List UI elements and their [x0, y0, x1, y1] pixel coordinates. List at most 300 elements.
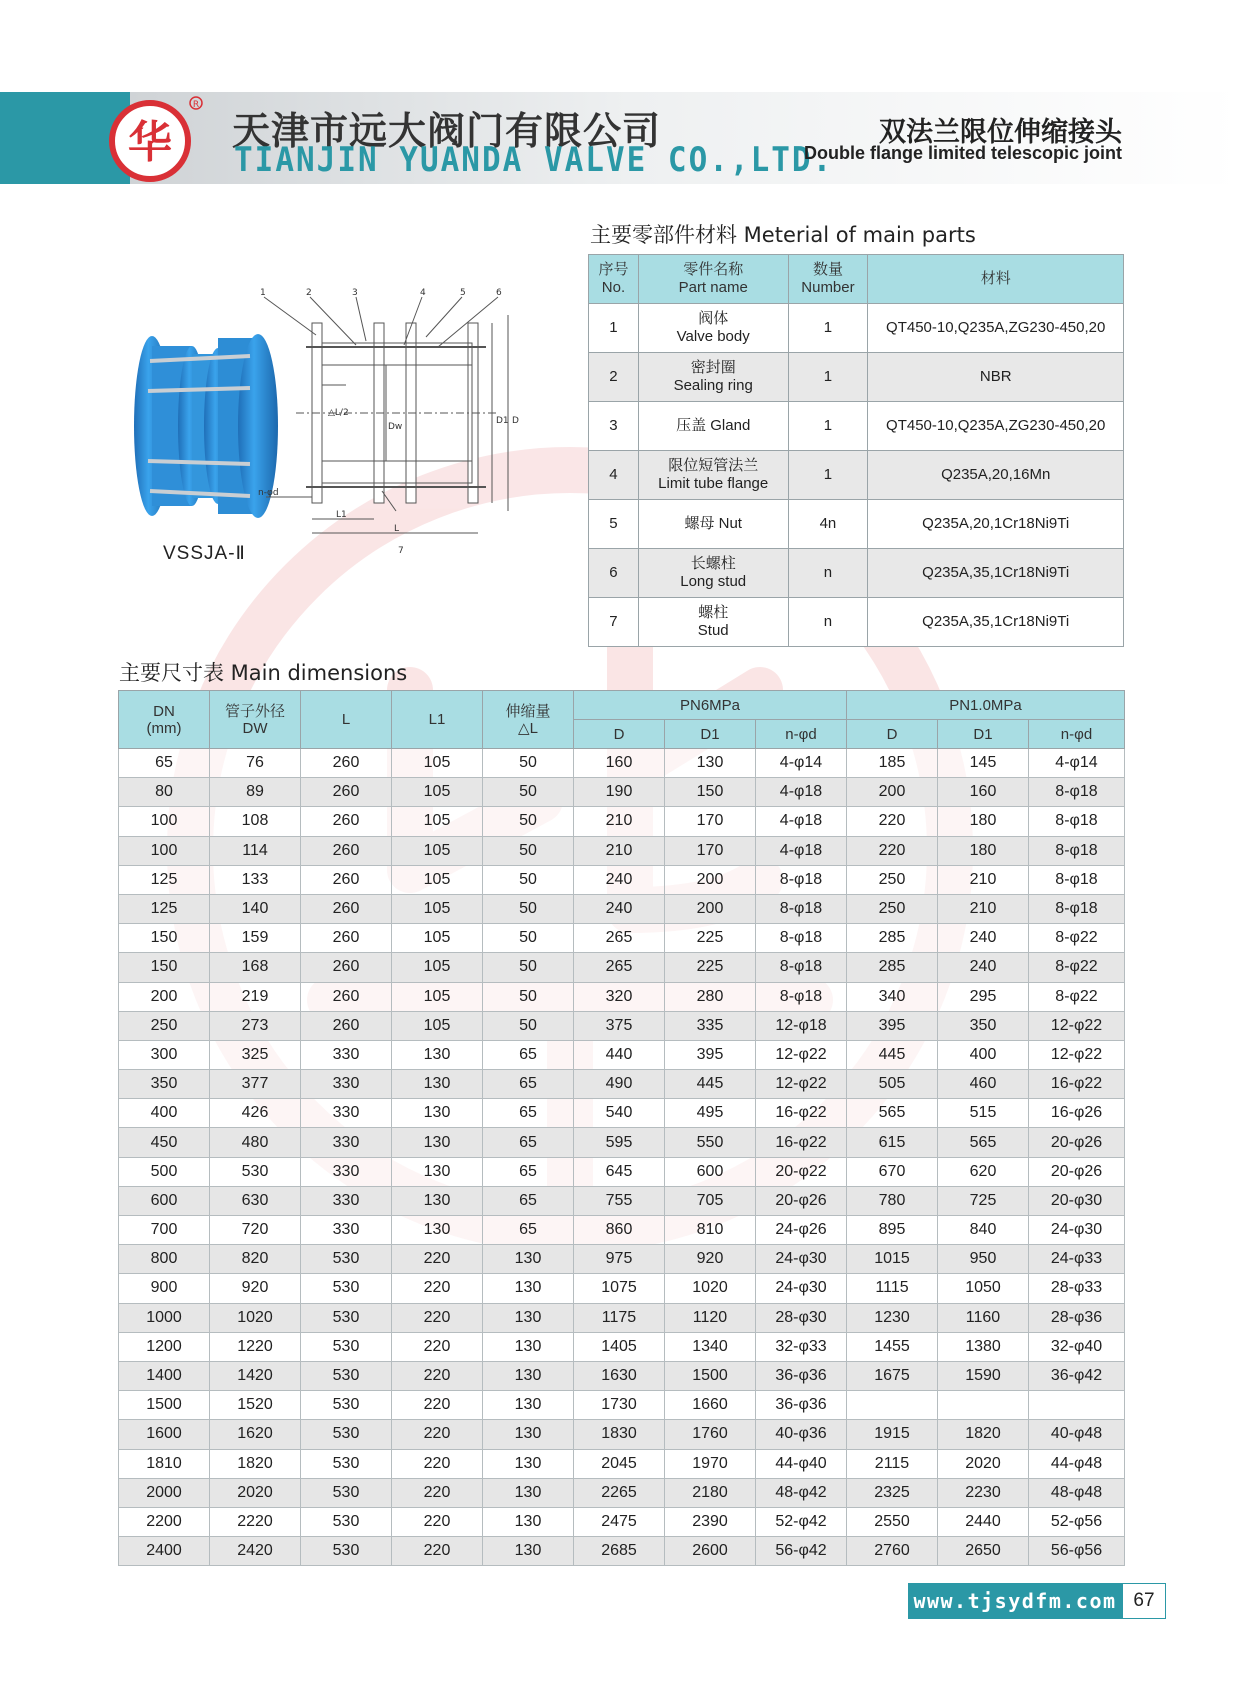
dims-cell-pn6-nphid: 44-φ40	[756, 1449, 847, 1478]
dims-cell-pn6-nphid: 52-φ42	[756, 1507, 847, 1536]
dims-cell-pn10-nphid: 16-φ26	[1029, 1099, 1125, 1128]
dims-cell-pn10-d: 1115	[847, 1274, 938, 1303]
dims-cell-pn10-d1: 1160	[938, 1303, 1029, 1332]
dims-cell-dn: 2400	[119, 1537, 210, 1566]
dims-cell-dn: 300	[119, 1040, 210, 1069]
dims-cell-l1: 105	[392, 982, 483, 1011]
parts-cell-no: 6	[589, 549, 639, 598]
dims-cell-dl: 130	[483, 1537, 574, 1566]
dims-cell-pn10-d1: 2230	[938, 1478, 1029, 1507]
dims-row	[119, 1420, 1125, 1449]
dims-cell-pn6-d1: 705	[665, 1186, 756, 1215]
dims-cell-pn10-d1: 725	[938, 1186, 1029, 1215]
dims-cell-pn10-d1: 840	[938, 1216, 1029, 1245]
dims-subheader-nphid-pn6: n-φd	[756, 720, 847, 749]
dims-cell-dn: 1600	[119, 1420, 210, 1449]
dims-cell-pn6-nphid: 12-φ22	[756, 1040, 847, 1069]
dims-row	[119, 1449, 1125, 1478]
dims-row	[119, 1478, 1125, 1507]
dims-cell-dl: 130	[483, 1449, 574, 1478]
dims-cell-l1: 105	[392, 924, 483, 953]
dims-cell-pn6-nphid: 8-φ18	[756, 953, 847, 982]
dims-cell-pn6-nphid: 32-φ33	[756, 1332, 847, 1361]
dims-cell-dn: 2000	[119, 1478, 210, 1507]
dims-cell-dw: 76	[210, 749, 301, 778]
dims-cell-pn6-d1: 395	[665, 1040, 756, 1069]
dims-cell-pn10-d: 565	[847, 1099, 938, 1128]
dims-cell-pn6-d1: 225	[665, 953, 756, 982]
dims-cell-l: 330	[301, 1040, 392, 1069]
dims-cell-pn6-d: 2045	[574, 1449, 665, 1478]
parts-cell-no: 3	[589, 402, 639, 451]
dims-header-dn: DN (mm)	[119, 691, 210, 749]
page-number: 67	[1122, 1583, 1166, 1619]
dims-subheader-d-pn10: D	[847, 720, 938, 749]
callout-7: 7	[398, 546, 404, 556]
label-dw: Dw	[388, 422, 403, 432]
dims-cell-pn6-nphid: 4-φ18	[756, 807, 847, 836]
dims-cell-dl: 50	[483, 894, 574, 923]
dims-cell-pn6-d: 440	[574, 1040, 665, 1069]
parts-row	[589, 402, 1124, 451]
dims-cell-pn6-d: 190	[574, 778, 665, 807]
dims-cell-pn6-nphid: 16-φ22	[756, 1128, 847, 1157]
dims-cell-dn: 65	[119, 749, 210, 778]
parts-cell-no: 7	[589, 598, 639, 647]
dims-cell-l: 260	[301, 982, 392, 1011]
dims-cell-pn6-nphid: 8-φ18	[756, 894, 847, 923]
dims-cell-dw: 219	[210, 982, 301, 1011]
dims-cell-l1: 220	[392, 1332, 483, 1361]
model-label: VSSJA-Ⅱ	[163, 543, 246, 564]
dims-cell-dl: 130	[483, 1361, 574, 1390]
dims-cell-pn10-d1: 1590	[938, 1361, 1029, 1390]
logo-char: 华	[128, 117, 172, 168]
dims-cell-l1: 105	[392, 778, 483, 807]
dims-cell-dl: 130	[483, 1245, 574, 1274]
parts-cell-name: 螺母 Nut	[638, 500, 788, 549]
dims-cell-l: 260	[301, 865, 392, 894]
dims-cell-pn6-d1: 1500	[665, 1361, 756, 1390]
dims-cell-dw: 377	[210, 1070, 301, 1099]
dims-cell-dw: 140	[210, 894, 301, 923]
dims-cell-l1: 130	[392, 1128, 483, 1157]
dims-cell-pn10-nphid: 20-φ26	[1029, 1128, 1125, 1157]
company-logo	[104, 94, 210, 184]
dims-cell-pn10-d: 250	[847, 894, 938, 923]
parts-cell-number: 1	[788, 402, 868, 451]
dims-cell-pn6-d: 265	[574, 924, 665, 953]
dims-cell-dn: 400	[119, 1099, 210, 1128]
dims-cell-l1: 220	[392, 1420, 483, 1449]
dims-cell-pn10-nphid: 8-φ22	[1029, 982, 1125, 1011]
dims-cell-pn6-d: 540	[574, 1099, 665, 1128]
dims-cell-dl: 50	[483, 1011, 574, 1040]
dims-row	[119, 749, 1125, 778]
dims-cell-dn: 800	[119, 1245, 210, 1274]
parts-cell-name: 长螺柱 Long stud	[638, 549, 788, 598]
dims-cell-pn6-nphid: 8-φ18	[756, 865, 847, 894]
dims-cell-pn10-d1: 350	[938, 1011, 1029, 1040]
dims-cell-dw: 820	[210, 1245, 301, 1274]
callout-2: 2	[306, 288, 312, 298]
dims-cell-pn6-d1: 200	[665, 894, 756, 923]
dims-cell-l: 330	[301, 1157, 392, 1186]
dims-cell-dn: 1400	[119, 1361, 210, 1390]
callout-3: 3	[352, 288, 358, 298]
dims-cell-l: 330	[301, 1186, 392, 1215]
dims-cell-dl: 130	[483, 1274, 574, 1303]
dims-cell-pn10-nphid: 12-φ22	[1029, 1040, 1125, 1069]
dims-cell-pn10-nphid: 32-φ40	[1029, 1332, 1125, 1361]
dims-cell-pn6-d: 490	[574, 1070, 665, 1099]
dims-cell-dn: 1200	[119, 1332, 210, 1361]
dims-cell-pn6-d1: 445	[665, 1070, 756, 1099]
dims-cell-pn10-d1: 210	[938, 865, 1029, 894]
dims-cell-pn10-d1: 1050	[938, 1274, 1029, 1303]
dims-cell-pn10-d1: 950	[938, 1245, 1029, 1274]
dims-row	[119, 1332, 1125, 1361]
dims-cell-pn10-nphid: 52-φ56	[1029, 1507, 1125, 1536]
dims-cell-pn10-nphid: 8-φ18	[1029, 894, 1125, 923]
dims-cell-pn6-nphid: 8-φ18	[756, 982, 847, 1011]
dims-cell-dl: 130	[483, 1420, 574, 1449]
website-url[interactable]: www.tjsydfm.com	[908, 1583, 1122, 1619]
dims-cell-pn10-d: 285	[847, 953, 938, 982]
dims-cell-pn6-nphid: 24-φ26	[756, 1216, 847, 1245]
dims-cell-l1: 130	[392, 1099, 483, 1128]
dims-cell-pn6-d1: 550	[665, 1128, 756, 1157]
dims-cell-pn10-d: 220	[847, 836, 938, 865]
dims-cell-pn6-nphid: 36-φ36	[756, 1391, 847, 1420]
dims-cell-pn10-d1: 210	[938, 894, 1029, 923]
parts-cell-material: Q235A,35,1Cr18Ni9Ti	[868, 549, 1124, 598]
dims-cell-pn10-nphid: 20-φ30	[1029, 1186, 1125, 1215]
dims-cell-pn10-d: 1675	[847, 1361, 938, 1390]
dims-cell-dl: 130	[483, 1507, 574, 1536]
dims-cell-l1: 220	[392, 1303, 483, 1332]
dims-cell-pn6-d1: 335	[665, 1011, 756, 1040]
label-d: D	[512, 416, 519, 426]
dims-cell-pn6-d1: 2600	[665, 1537, 756, 1566]
dims-cell-l1: 105	[392, 865, 483, 894]
dims-cell-pn6-d1: 495	[665, 1099, 756, 1128]
dims-cell-dl: 65	[483, 1128, 574, 1157]
dims-cell-l: 330	[301, 1070, 392, 1099]
company-name-en: TIANJIN YUANDA VALVE CO.,LTD.	[234, 140, 834, 180]
dims-cell-dl: 130	[483, 1303, 574, 1332]
dims-cell-l: 260	[301, 953, 392, 982]
dims-cell-l1: 220	[392, 1507, 483, 1536]
dims-cell-pn6-d1: 170	[665, 807, 756, 836]
dims-cell-pn10-nphid: 48-φ48	[1029, 1478, 1125, 1507]
dims-section-title: 主要尺寸表 Main dimensions	[119, 661, 408, 685]
dims-cell-dn: 700	[119, 1216, 210, 1245]
dims-cell-l1: 105	[392, 953, 483, 982]
parts-cell-name: 阀体 Valve body	[638, 304, 788, 353]
dims-cell-pn10-d: 200	[847, 778, 938, 807]
dims-cell-dl: 50	[483, 836, 574, 865]
parts-cell-no: 5	[589, 500, 639, 549]
dims-cell-l: 530	[301, 1245, 392, 1274]
dims-cell-dw: 1620	[210, 1420, 301, 1449]
parts-cell-material: Q235A,20,1Cr18Ni9Ti	[868, 500, 1124, 549]
dims-cell-dn: 150	[119, 953, 210, 982]
dims-cell-dn: 450	[119, 1128, 210, 1157]
dims-cell-dn: 900	[119, 1274, 210, 1303]
dims-cell-dw: 89	[210, 778, 301, 807]
dims-header-pn10: PN1.0MPa	[847, 691, 1125, 720]
dims-cell-l: 330	[301, 1128, 392, 1157]
dims-cell-pn6-d: 2685	[574, 1537, 665, 1566]
dims-row	[119, 836, 1125, 865]
dims-cell-pn10-d: 250	[847, 865, 938, 894]
dims-cell-pn10-nphid: 12-φ22	[1029, 1011, 1125, 1040]
dims-cell-dn: 200	[119, 982, 210, 1011]
dims-cell-l1: 105	[392, 807, 483, 836]
dims-row	[119, 924, 1125, 953]
parts-cell-number: 1	[788, 353, 868, 402]
dims-row	[119, 1245, 1125, 1274]
dims-cell-pn10-d: 285	[847, 924, 938, 953]
dims-row	[119, 1099, 1125, 1128]
dims-cell-dn: 600	[119, 1186, 210, 1215]
dims-cell-pn6-nphid: 24-φ30	[756, 1274, 847, 1303]
dims-cell-l: 330	[301, 1216, 392, 1245]
dims-cell-pn10-d: 895	[847, 1216, 938, 1245]
dims-cell-pn10-d	[847, 1391, 938, 1420]
label-d1: D1	[496, 416, 509, 426]
parts-cell-material: Q235A,35,1Cr18Ni9Ti	[868, 598, 1124, 647]
dims-cell-dw: 273	[210, 1011, 301, 1040]
dims-cell-pn6-d1: 2180	[665, 1478, 756, 1507]
parts-cell-name: 密封圈 Sealing ring	[638, 353, 788, 402]
parts-cell-name: 压盖 Gland	[638, 402, 788, 451]
dims-cell-pn10-nphid: 8-φ18	[1029, 807, 1125, 836]
parts-row	[589, 304, 1124, 353]
dims-cell-pn10-nphid: 24-φ30	[1029, 1216, 1125, 1245]
dims-cell-pn6-d: 160	[574, 749, 665, 778]
dims-cell-pn6-nphid: 56-φ42	[756, 1537, 847, 1566]
dims-cell-pn10-nphid: 4-φ14	[1029, 749, 1125, 778]
dims-cell-dl: 130	[483, 1332, 574, 1361]
dims-cell-l: 260	[301, 749, 392, 778]
dims-cell-pn10-d1: 180	[938, 807, 1029, 836]
dims-cell-pn10-nphid: 8-φ18	[1029, 865, 1125, 894]
dims-cell-dn: 2200	[119, 1507, 210, 1536]
dims-cell-dw: 114	[210, 836, 301, 865]
dims-row	[119, 894, 1125, 923]
dims-cell-l1: 130	[392, 1040, 483, 1069]
dims-cell-l1: 220	[392, 1449, 483, 1478]
dims-cell-dw: 2020	[210, 1478, 301, 1507]
dims-cell-dw: 1220	[210, 1332, 301, 1361]
dims-cell-l: 260	[301, 836, 392, 865]
dims-cell-pn10-d1: 460	[938, 1070, 1029, 1099]
dims-cell-dn: 500	[119, 1157, 210, 1186]
callout-6: 6	[496, 288, 502, 298]
parts-cell-number: 1	[788, 451, 868, 500]
dims-cell-dn: 125	[119, 865, 210, 894]
dims-cell-pn6-d1: 1340	[665, 1332, 756, 1361]
dims-header-dl: 伸缩量 △L	[483, 691, 574, 749]
dims-cell-pn10-nphid: 8-φ22	[1029, 953, 1125, 982]
dims-cell-l1: 105	[392, 836, 483, 865]
company-name-cn: 天津市远大阀门有限公司	[232, 109, 662, 153]
label-l1: L1	[336, 510, 347, 520]
dims-cell-pn10-d1: 240	[938, 953, 1029, 982]
dims-cell-dl: 65	[483, 1099, 574, 1128]
dims-subheader-d-pn6: D	[574, 720, 665, 749]
dims-subheader-d1-pn6: D1	[665, 720, 756, 749]
dims-cell-pn6-d: 595	[574, 1128, 665, 1157]
dims-cell-dl: 50	[483, 778, 574, 807]
parts-header-name: 零件名称 Part name	[638, 255, 788, 304]
dims-row	[119, 778, 1125, 807]
dims-cell-pn10-d: 445	[847, 1040, 938, 1069]
dims-cell-l: 530	[301, 1361, 392, 1390]
dims-cell-pn10-d1: 180	[938, 836, 1029, 865]
dims-cell-pn10-nphid: 40-φ48	[1029, 1420, 1125, 1449]
parts-cell-number: n	[788, 598, 868, 647]
dims-row	[119, 1507, 1125, 1536]
dims-cell-dn: 1810	[119, 1449, 210, 1478]
dims-cell-pn10-d1: 620	[938, 1157, 1029, 1186]
parts-row	[589, 598, 1124, 647]
dims-cell-pn6-d: 1405	[574, 1332, 665, 1361]
dims-cell-pn10-nphid: 20-φ26	[1029, 1157, 1125, 1186]
dims-cell-dl: 65	[483, 1157, 574, 1186]
dims-cell-pn6-nphid: 24-φ30	[756, 1245, 847, 1274]
dims-cell-pn6-d1: 1120	[665, 1303, 756, 1332]
dims-row	[119, 1274, 1125, 1303]
dims-row	[119, 1391, 1125, 1420]
dims-cell-pn6-d: 1830	[574, 1420, 665, 1449]
dims-cell-dn: 80	[119, 778, 210, 807]
dims-cell-pn10-d1: 295	[938, 982, 1029, 1011]
dims-cell-dl: 65	[483, 1040, 574, 1069]
dims-cell-l: 530	[301, 1507, 392, 1536]
dims-cell-dl: 65	[483, 1186, 574, 1215]
dims-cell-l1: 220	[392, 1274, 483, 1303]
dims-cell-pn6-nphid: 12-φ18	[756, 1011, 847, 1040]
dims-row	[119, 865, 1125, 894]
dims-cell-pn6-d: 975	[574, 1245, 665, 1274]
dims-cell-pn6-d1: 920	[665, 1245, 756, 1274]
dims-cell-pn10-nphid: 56-φ56	[1029, 1537, 1125, 1566]
dims-cell-pn10-nphid: 8-φ18	[1029, 836, 1125, 865]
dims-cell-pn10-d: 780	[847, 1186, 938, 1215]
dims-subheader-d1-pn10: D1	[938, 720, 1029, 749]
dims-cell-pn6-d1: 130	[665, 749, 756, 778]
dims-cell-dl: 50	[483, 953, 574, 982]
dims-cell-dl: 65	[483, 1216, 574, 1245]
dims-row	[119, 1157, 1125, 1186]
dims-cell-pn10-d: 2115	[847, 1449, 938, 1478]
dims-cell-dl: 130	[483, 1478, 574, 1507]
dims-cell-pn10-d: 220	[847, 807, 938, 836]
parts-cell-material: QT450-10,Q235A,ZG230-450,20	[868, 304, 1124, 353]
dims-header-l: L	[301, 691, 392, 749]
dims-cell-pn6-nphid: 4-φ18	[756, 836, 847, 865]
dims-cell-pn6-d: 210	[574, 836, 665, 865]
parts-cell-name: 螺柱 Stud	[638, 598, 788, 647]
dims-cell-pn10-d: 505	[847, 1070, 938, 1099]
dims-row	[119, 1361, 1125, 1390]
dims-cell-pn6-nphid: 16-φ22	[756, 1099, 847, 1128]
parts-cell-number: 1	[788, 304, 868, 353]
dims-row	[119, 1537, 1125, 1566]
parts-cell-name: 限位短管法兰 Limit tube flange	[638, 451, 788, 500]
dims-cell-dw: 920	[210, 1274, 301, 1303]
dims-cell-pn6-nphid: 48-φ42	[756, 1478, 847, 1507]
dims-cell-dn: 1000	[119, 1303, 210, 1332]
dims-cell-dw: 1020	[210, 1303, 301, 1332]
dims-cell-pn6-d1: 1970	[665, 1449, 756, 1478]
svg-text:R: R	[192, 100, 200, 110]
dims-row	[119, 1216, 1125, 1245]
callout-1: 1	[260, 288, 266, 298]
dims-cell-dl: 50	[483, 924, 574, 953]
dims-cell-pn6-d: 265	[574, 953, 665, 982]
dims-cell-pn6-d: 320	[574, 982, 665, 1011]
dims-cell-pn10-d: 1230	[847, 1303, 938, 1332]
parts-cell-material: Q235A,20,16Mn	[868, 451, 1124, 500]
dims-cell-pn10-d: 185	[847, 749, 938, 778]
dims-cell-pn6-d: 2265	[574, 1478, 665, 1507]
dims-cell-pn10-d1: 2440	[938, 1507, 1029, 1536]
dims-cell-pn10-d: 2760	[847, 1537, 938, 1566]
dims-cell-pn6-d: 755	[574, 1186, 665, 1215]
dims-cell-pn10-d: 340	[847, 982, 938, 1011]
dims-cell-pn6-nphid: 28-φ30	[756, 1303, 847, 1332]
dims-cell-pn10-nphid	[1029, 1391, 1125, 1420]
dims-cell-l1: 220	[392, 1391, 483, 1420]
dims-cell-l1: 130	[392, 1157, 483, 1186]
label-l: L	[394, 524, 400, 534]
dims-cell-pn10-d: 670	[847, 1157, 938, 1186]
dims-row	[119, 1040, 1125, 1069]
label-dl2: △L/2	[328, 408, 349, 418]
dims-cell-pn6-nphid: 20-φ26	[756, 1186, 847, 1215]
parts-cell-no: 1	[589, 304, 639, 353]
dims-cell-pn10-nphid: 16-φ22	[1029, 1070, 1125, 1099]
dims-cell-pn10-d1: 160	[938, 778, 1029, 807]
dims-cell-dw: 2420	[210, 1537, 301, 1566]
callout-4: 4	[420, 288, 426, 298]
dims-cell-pn10-d: 2325	[847, 1478, 938, 1507]
parts-cell-number: n	[788, 549, 868, 598]
dims-cell-pn10-nphid: 8-φ22	[1029, 924, 1125, 953]
dims-cell-pn6-d: 1075	[574, 1274, 665, 1303]
dims-cell-pn6-d: 1730	[574, 1391, 665, 1420]
dims-cell-pn10-d: 615	[847, 1128, 938, 1157]
dims-cell-pn10-d1: 565	[938, 1128, 1029, 1157]
parts-row	[589, 500, 1124, 549]
dims-cell-dl: 130	[483, 1391, 574, 1420]
dims-cell-pn6-d: 1175	[574, 1303, 665, 1332]
parts-cell-material: NBR	[868, 353, 1124, 402]
dims-cell-dn: 100	[119, 807, 210, 836]
dims-cell-pn10-nphid: 8-φ18	[1029, 778, 1125, 807]
dims-header-l1: L1	[392, 691, 483, 749]
dims-cell-pn6-d1: 200	[665, 865, 756, 894]
dims-cell-l: 530	[301, 1449, 392, 1478]
dims-cell-pn10-nphid: 28-φ36	[1029, 1303, 1125, 1332]
dims-cell-pn6-d: 240	[574, 865, 665, 894]
dims-cell-l: 530	[301, 1274, 392, 1303]
dims-cell-pn6-d1: 1020	[665, 1274, 756, 1303]
